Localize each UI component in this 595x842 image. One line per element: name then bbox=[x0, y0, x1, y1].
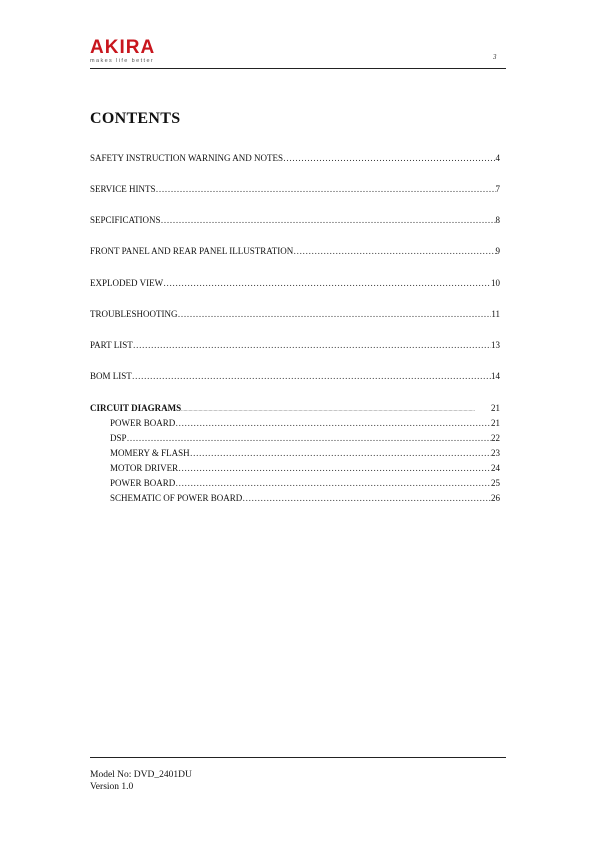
toc-subentry[interactable] bbox=[110, 447, 500, 459]
toc-subentry[interactable] bbox=[110, 462, 500, 474]
toc-entry-label: PART LIST bbox=[90, 340, 133, 350]
toc-leader-dots bbox=[178, 462, 491, 474]
toc-section-label: CIRCUIT DIAGRAMS bbox=[90, 403, 182, 413]
page-title: CONTENTS bbox=[90, 110, 181, 127]
toc-section-circuit-diagrams[interactable] bbox=[90, 402, 500, 417]
toc-subentry-label: SCHEMATIC OF POWER BOARD bbox=[110, 493, 243, 503]
akira-logo: AKIRA bbox=[90, 37, 156, 58]
toc-subentry[interactable] bbox=[110, 417, 500, 429]
toc-leader-dots bbox=[293, 245, 495, 257]
toc-entry-label: SAFETY INSTRUCTION WARNING AND NOTES bbox=[90, 153, 284, 163]
toc-entry-label: TROUBLESHOOTING bbox=[90, 309, 178, 319]
toc-entry[interactable] bbox=[90, 339, 500, 351]
toc-subentry[interactable] bbox=[110, 432, 500, 444]
toc-leader-dots bbox=[178, 308, 492, 320]
toc-subentry[interactable] bbox=[110, 492, 500, 504]
toc-leader-dots bbox=[161, 214, 496, 226]
toc-leader-dots bbox=[242, 492, 491, 504]
header-divider bbox=[90, 68, 506, 69]
toc-leader-dots bbox=[133, 339, 491, 351]
toc-entry[interactable] bbox=[90, 308, 500, 320]
brand bbox=[90, 38, 155, 65]
toc-entry-page: 25 bbox=[491, 478, 500, 488]
toc-entry-label: SERVICE HINTS bbox=[90, 184, 156, 194]
page-number: 3 bbox=[493, 53, 497, 61]
brand-tagline: makes life better bbox=[90, 58, 155, 64]
toc-entry-page: 11 bbox=[491, 309, 500, 319]
toc-entry-label: EXPLODED VIEW bbox=[90, 278, 164, 288]
toc-entry-page: 22 bbox=[491, 433, 500, 443]
toc-entry[interactable] bbox=[90, 152, 500, 164]
toc-leader-dots bbox=[127, 432, 491, 444]
toc-entry-page: 4 bbox=[495, 153, 500, 163]
toc-entry-page: 26 bbox=[491, 493, 500, 503]
toc-subentry-label: MOTOR DRIVER bbox=[110, 463, 179, 473]
toc-entry-page: 21 bbox=[491, 403, 500, 413]
footer-model: Model No: DVD_2401DU bbox=[90, 770, 192, 780]
toc-subentry[interactable] bbox=[110, 477, 500, 489]
toc-entry-page: 7 bbox=[495, 184, 500, 194]
toc-leader-dots bbox=[156, 183, 496, 195]
toc-leader-dots bbox=[132, 370, 491, 382]
toc-entry-page: 24 bbox=[491, 463, 500, 473]
toc-subentry-label: MOMERY & FLASH bbox=[110, 448, 190, 458]
toc-leader-dots bbox=[163, 277, 491, 289]
toc-entry-page: 21 bbox=[491, 418, 500, 428]
toc-entry[interactable] bbox=[90, 245, 500, 257]
toc-entry-label: SEPCIFICATIONS bbox=[90, 215, 161, 225]
toc-subentry-label: POWER BOARD bbox=[110, 478, 176, 488]
toc-entry-page: 13 bbox=[491, 340, 500, 350]
toc-entry-label: BOM LIST bbox=[90, 371, 132, 381]
toc-leader-dots bbox=[175, 477, 491, 489]
toc-entry-page: 8 bbox=[495, 215, 500, 225]
toc-entry[interactable] bbox=[90, 183, 500, 195]
toc-entry-page: 9 bbox=[495, 246, 500, 256]
toc-entry-page: 10 bbox=[491, 278, 500, 288]
footer-divider bbox=[90, 757, 506, 758]
toc-entry[interactable] bbox=[90, 370, 500, 382]
footer-version: Version 1.0 bbox=[90, 782, 134, 792]
toc-entry-page: 23 bbox=[491, 448, 500, 458]
toc-entry[interactable] bbox=[90, 214, 500, 226]
toc-leader-dots bbox=[190, 447, 491, 459]
toc-subentry-label: DSP bbox=[110, 433, 127, 443]
toc-leader-dots bbox=[175, 417, 491, 429]
toc-leader-dots bbox=[283, 152, 495, 164]
toc-entry-page: 14 bbox=[491, 371, 500, 381]
toc-entry-label: FRONT PANEL AND REAR PANEL ILLUSTRATION bbox=[90, 246, 294, 256]
toc-leader-dots bbox=[181, 405, 491, 417]
toc-subentry-label: POWER BOARD bbox=[110, 418, 176, 428]
toc-entry[interactable] bbox=[90, 277, 500, 289]
